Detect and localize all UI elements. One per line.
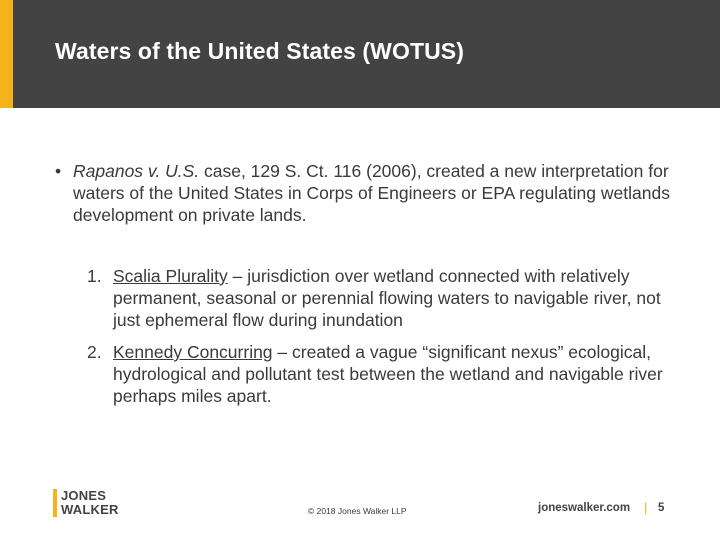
- header-accent-bar: [0, 0, 13, 108]
- list-body: – jurisdiction over wetland connected with relatively permanent, seasonal or perennial flowing waters to navigable river, not just ephemeral flow during inundation: [113, 266, 661, 330]
- website-link[interactable]: joneswalker.com: [538, 502, 631, 514]
- list-number: 1.: [87, 266, 102, 286]
- list-text: [113, 265, 677, 331]
- slide-header: [0, 0, 720, 108]
- main-bullet: [55, 160, 675, 226]
- page-number: 5: [658, 502, 665, 514]
- list-number: 2.: [87, 342, 102, 362]
- logo-line-2: WALKER: [61, 502, 119, 517]
- list-heading: Kennedy Concurring: [113, 342, 273, 362]
- bullet-marker: •: [55, 161, 62, 181]
- list-body: – created a vague “significant nexus” ecological, hydrological and pollutant test between the wetland and navigable river perhaps miles apart.: [113, 342, 663, 406]
- footer-separator: |: [644, 500, 648, 515]
- logo-accent-bar: [53, 489, 57, 517]
- case-name: Rapanos v. U.S.: [73, 161, 200, 181]
- list-item: [87, 265, 677, 331]
- list-heading: Scalia Plurality: [113, 266, 228, 286]
- logo-line-1: JONES: [61, 488, 107, 503]
- bullet-body: case, 129 S. Ct. 116 (2006), created a new interpretation for waters of the United States in Corps of Engineers or EPA regulating wetlands development on private lands.: [73, 161, 670, 225]
- list-item: [87, 341, 677, 407]
- copyright-text: © 2018 Jones Walker LLP: [308, 506, 407, 516]
- bullet-text: [73, 160, 675, 226]
- slide-title: Waters of the United States (WOTUS): [55, 38, 464, 64]
- list-text: [113, 341, 677, 407]
